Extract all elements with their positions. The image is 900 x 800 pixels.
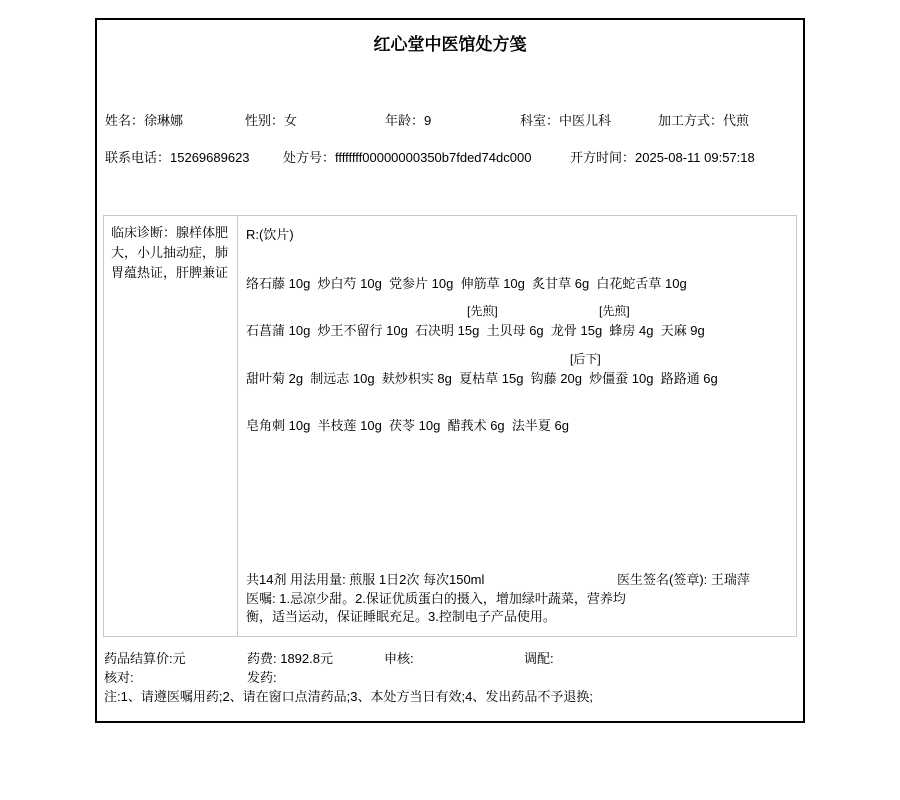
settlement-price: 药品结算价:元 bbox=[104, 651, 186, 666]
footer-note: 注:1、请遵医嘱用药;2、请在窗口点清药品;3、本处方当日有效;4、发出药品不予退换; bbox=[104, 689, 593, 704]
rx-header: R:(饮片) bbox=[246, 227, 294, 242]
patient-department: 科室：中医儿科 bbox=[520, 113, 612, 128]
patient-age: 年龄：9 bbox=[385, 113, 432, 128]
pre-decoct-label-2: [先煎] bbox=[599, 304, 630, 318]
herb-line-1: 络石藤 10g 炒白芍 10g 党参片 10g 伸筋草 10g 炙甘草 6g 白花蛇舌草 10g bbox=[246, 276, 687, 291]
herb-line-2: 石菖蒲 10g 炒王不留行 10g 石决明 15g 土贝母 6g 龙骨 15g 蜂房 4g 天麻 9g bbox=[246, 323, 705, 338]
prescription-time: 开方时间：2025-08-11 09:57:18 bbox=[570, 150, 755, 165]
clinical-diagnosis: 临床诊断：腺样体肥大，小儿抽动症，肺胃蕴热证，肝脾兼证 bbox=[103, 215, 238, 637]
herb-line-3: 甜叶菊 2g 制远志 10g 麸炒枳实 8g 夏枯草 15g 钩藤 20g 炒僵蚕 10g 路路通 6g bbox=[246, 371, 718, 386]
pre-decoct-label-1: [先煎] bbox=[467, 304, 498, 318]
clinic-title: 红心堂中医馆处方笺 bbox=[373, 35, 527, 54]
patient-gender: 性别：女 bbox=[245, 113, 298, 128]
dosage-summary: 共14剂 用法用量: 煎服 1日2次 每次150ml bbox=[246, 572, 485, 587]
dispense-field: 发药: bbox=[247, 670, 277, 685]
review-field: 申核: bbox=[384, 651, 414, 666]
medical-advice: 医嘱: 1.忌凉少甜。2.保证优质蛋白的摄入，增加绿叶蔬菜，营养均衡，适当运动，保证睡眠充足。3.控制电子产品使用。 bbox=[246, 591, 626, 624]
add-later-label: [后下] bbox=[570, 352, 601, 366]
prepare-field: 调配: bbox=[524, 651, 554, 666]
check-field: 核对: bbox=[104, 670, 134, 685]
prescription-number: 处方号：ffffffff00000000350b7fded74dc000 bbox=[283, 150, 532, 165]
processing-method: 加工方式：代煎 bbox=[658, 113, 750, 128]
medicine-fee: 药费: 1892.8元 bbox=[247, 651, 333, 666]
doctor-signature: 医生签名(签章): 王瑞萍 bbox=[617, 572, 750, 587]
patient-phone: 联系电话：15269689623 bbox=[105, 150, 250, 165]
patient-name: 姓名：徐琳娜 bbox=[105, 113, 184, 128]
herb-line-4: 皂角刺 10g 半枝莲 10g 茯苓 10g 醋莪术 6g 法半夏 6g bbox=[246, 418, 569, 433]
